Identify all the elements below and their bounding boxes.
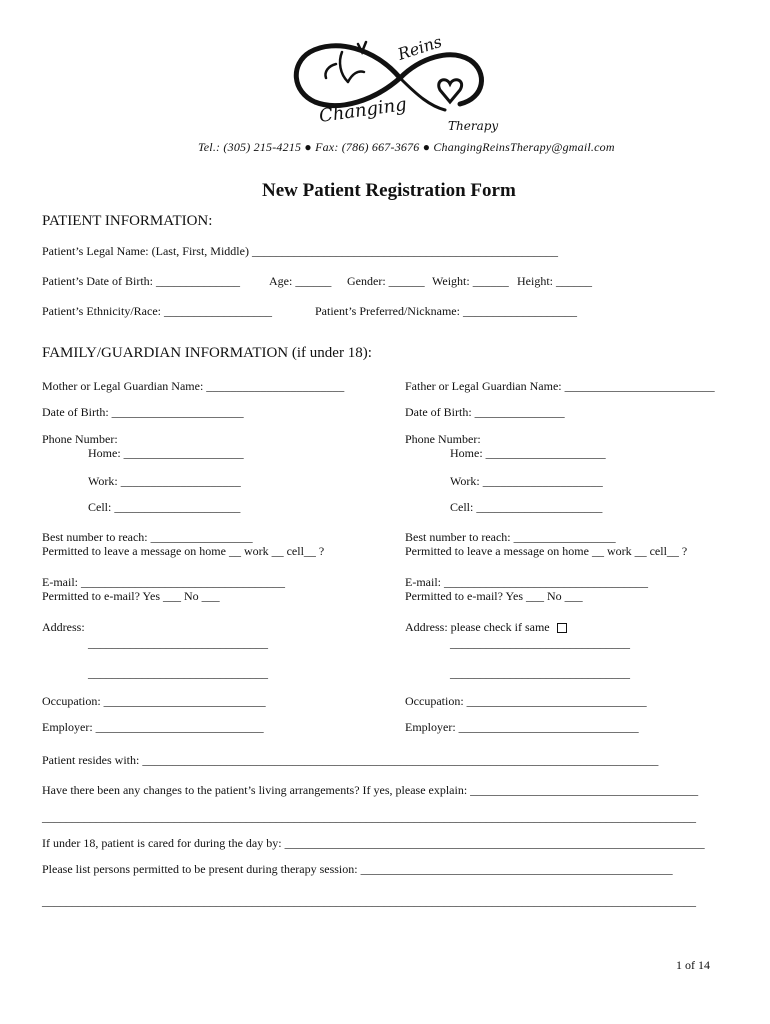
- mother-phone-label: Phone Number:: [42, 432, 118, 446]
- mother-work-phone-field[interactable]: Work: ____________________: [88, 474, 241, 488]
- father-address-text: Address: please check if same: [405, 620, 550, 634]
- patient-section-heading: PATIENT INFORMATION:: [42, 213, 213, 229]
- mother-email-permission[interactable]: Permitted to e-mail? Yes ___ No ___: [42, 589, 220, 603]
- same-address-checkbox[interactable]: [557, 623, 567, 633]
- father-message-permission[interactable]: Permitted to leave a message on home __ work __ cell__ ?: [405, 544, 688, 558]
- contact-line: Tel.: (305) 215-4215 ● Fax: (786) 667-3676 ● ChangingReinsTherapy@gmail.com: [198, 140, 615, 154]
- page-number: 1 of 14: [676, 958, 710, 972]
- logo-word-therapy: Therapy: [448, 119, 499, 133]
- mother-employer-field[interactable]: Employer: ____________________________: [42, 720, 264, 734]
- mother-dob-field[interactable]: Date of Birth: ______________________: [42, 405, 244, 419]
- mother-message-permission[interactable]: Permitted to leave a message on home __ work __ cell__ ?: [42, 544, 325, 558]
- father-email-field[interactable]: E-mail: __________________________________: [405, 575, 648, 589]
- page-title: New Patient Registration Form: [262, 180, 516, 201]
- father-address-line-2[interactable]: ______________________________: [450, 666, 630, 680]
- father-home-phone-field[interactable]: Home: ____________________: [450, 446, 606, 460]
- patient-gender-field[interactable]: Gender: ______: [347, 274, 425, 288]
- permitted-persons-field[interactable]: Please list persons permitted to be present during therapy session: ____________________________________________________: [42, 862, 673, 876]
- patient-height-field[interactable]: Height: ______: [517, 274, 592, 288]
- mother-home-phone-field[interactable]: Home: ____________________: [88, 446, 244, 460]
- father-address-label: [405, 620, 567, 635]
- patient-age-field[interactable]: Age: ______: [269, 274, 332, 288]
- mother-address-line-2[interactable]: ______________________________: [88, 666, 268, 680]
- father-best-number-field[interactable]: Best number to reach: _________________: [405, 530, 616, 544]
- logo-word-changing: Changing: [317, 93, 408, 127]
- patient-weight-field[interactable]: Weight: ______: [432, 274, 509, 288]
- mother-cell-phone-field[interactable]: Cell: _____________________: [88, 500, 241, 514]
- resides-with-field[interactable]: Patient resides with: ______________________________________________________________________________________: [42, 753, 659, 767]
- logo: [280, 30, 520, 140]
- father-occupation-field[interactable]: Occupation: ______________________________: [405, 694, 647, 708]
- patient-legal-name-field[interactable]: Patient’s Legal Name: (Last, First, Middle) ___________________________________________________: [42, 244, 558, 258]
- father-dob-field[interactable]: Date of Birth: _______________: [405, 405, 565, 419]
- patient-nickname-field[interactable]: Patient’s Preferred/Nickname: ___________________: [315, 304, 577, 318]
- father-email-permission[interactable]: Permitted to e-mail? Yes ___ No ___: [405, 589, 583, 603]
- mother-best-number-field[interactable]: Best number to reach: _________________: [42, 530, 253, 544]
- mother-occupation-field[interactable]: Occupation: ___________________________: [42, 694, 266, 708]
- living-changes-field[interactable]: Have there been any changes to the patient’s living arrangements? If yes, please explain: ______________________________________: [42, 783, 699, 797]
- patient-dob-field[interactable]: Patient’s Date of Birth: ______________: [42, 274, 240, 288]
- father-phone-label: Phone Number:: [405, 432, 481, 446]
- living-changes-line[interactable]: _____________________________________________________________________________________________________________: [42, 810, 696, 824]
- mother-email-field[interactable]: E-mail: __________________________________: [42, 575, 285, 589]
- father-work-phone-field[interactable]: Work: ____________________: [450, 474, 603, 488]
- father-address-line-1[interactable]: ______________________________: [450, 636, 630, 650]
- patient-ethnicity-field[interactable]: Patient’s Ethnicity/Race: __________________: [42, 304, 272, 318]
- permitted-persons-line[interactable]: _____________________________________________________________________________________________________________: [42, 894, 696, 908]
- mother-name-field[interactable]: Mother or Legal Guardian Name: _______________________: [42, 379, 345, 393]
- father-employer-field[interactable]: Employer: ______________________________: [405, 720, 639, 734]
- daytime-care-field[interactable]: If under 18, patient is cared for during the day by: ______________________________________________________________________: [42, 836, 705, 850]
- logo-word-reins: Reins: [395, 31, 445, 64]
- family-section-heading: FAMILY/GUARDIAN INFORMATION (if under 18):: [42, 345, 372, 361]
- mother-address-line-1[interactable]: ______________________________: [88, 636, 268, 650]
- father-cell-phone-field[interactable]: Cell: _____________________: [450, 500, 603, 514]
- mother-address-label: Address:: [42, 620, 85, 634]
- father-name-field[interactable]: Father or Legal Guardian Name: _________________________: [405, 379, 715, 393]
